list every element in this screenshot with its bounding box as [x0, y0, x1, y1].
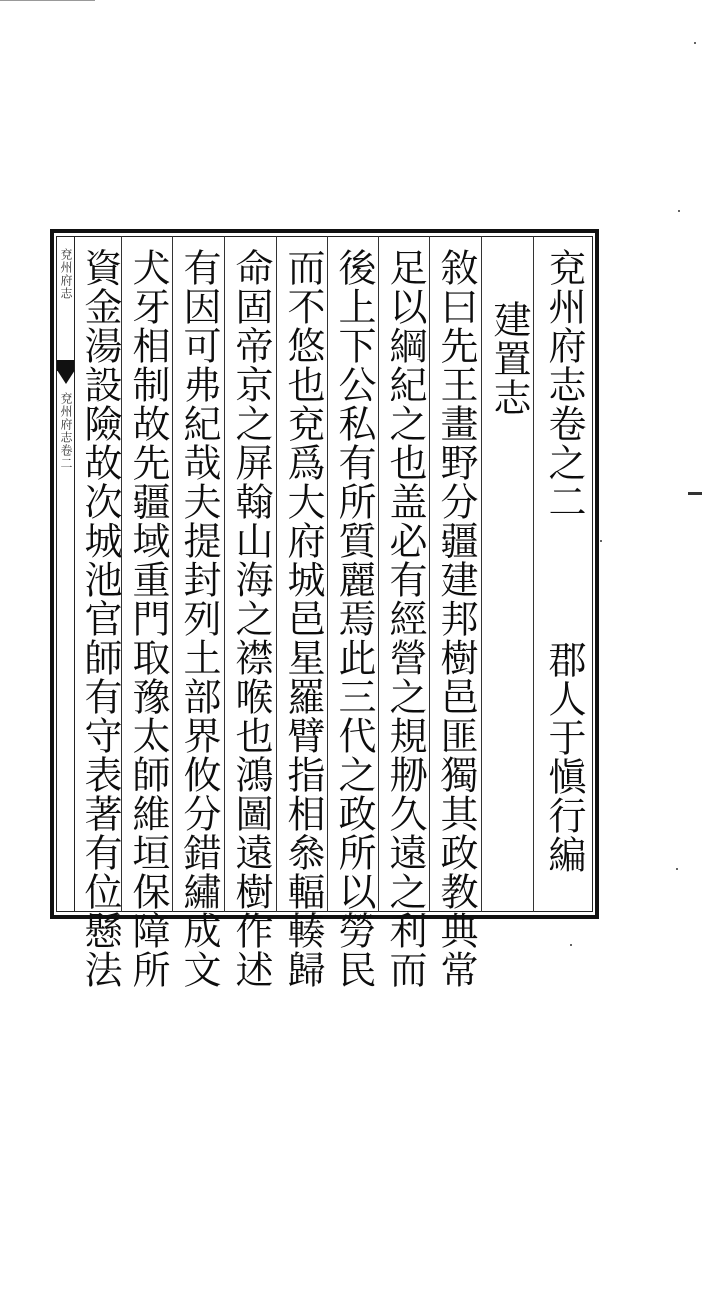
document-title: 兗州府志卷之二	[542, 248, 586, 521]
body-column: 足以綱紀之也盖必有經營之規刱久遠之利而	[383, 248, 427, 989]
column-divider	[327, 236, 328, 912]
scan-mark	[688, 492, 702, 495]
body-column: 敘曰先王畫野分疆建邦樹邑匪獨其政教典常	[434, 248, 478, 989]
column-divider	[378, 236, 379, 912]
section-heading: 建置志	[487, 300, 531, 417]
margin-label-lower: 兗州府志卷二	[59, 392, 73, 470]
body-column: 而不悠也兗爲大府城邑星羅臂指相叅輻輳歸	[281, 248, 325, 989]
column-divider	[481, 236, 482, 912]
author-line: 郡人于愼行編	[542, 640, 586, 874]
scan-speck	[600, 540, 602, 542]
scan-speck	[678, 210, 680, 212]
column-divider	[172, 236, 173, 912]
column-divider	[276, 236, 277, 912]
body-column: 命固帝京之屏翰山海之襟喉也鴻圖遠樹作述	[229, 248, 273, 989]
fish-tail-icon	[57, 370, 75, 384]
body-column: 有因可弗紀哉夫提封列土部界攸分錯繡成文	[177, 248, 221, 989]
scan-speck	[676, 868, 678, 870]
body-column: 資金湯設險故次城池官師有守表著有位懸法	[78, 248, 122, 989]
top-edge-line	[0, 0, 95, 1]
margin-label-upper: 兗州府志	[59, 248, 73, 300]
body-column: 犬牙相制故先疆域重門取豫太師維垣保障所	[126, 248, 170, 989]
scan-speck	[694, 42, 696, 44]
margin-strip	[56, 236, 75, 912]
scan-speck	[570, 944, 572, 946]
column-divider	[224, 236, 225, 912]
column-divider	[429, 236, 430, 912]
column-divider	[533, 236, 534, 912]
body-column: 後上下公私有所質麗焉此三代之政所以勞民	[332, 248, 376, 989]
